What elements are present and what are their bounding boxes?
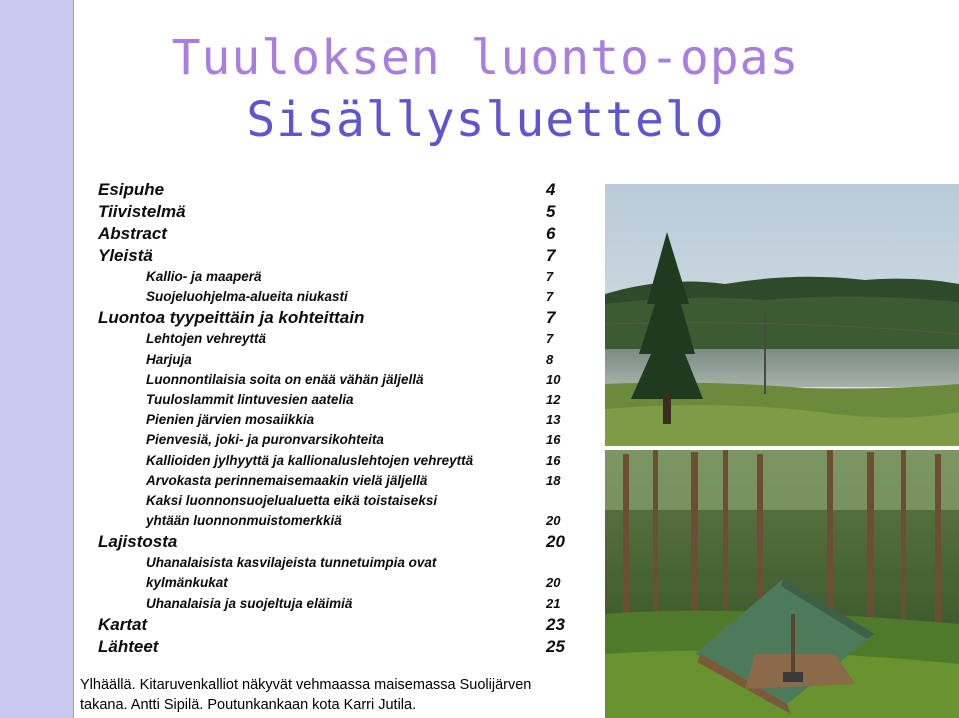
toc-entry-label: Uhanalaisia ja suojeltuja eläimiä bbox=[146, 595, 353, 611]
toc-entry bbox=[98, 410, 568, 430]
toc-entry-label: Tiivistelmä bbox=[98, 202, 186, 221]
toc-entry-page: 12 bbox=[546, 391, 561, 407]
toc-entry bbox=[98, 350, 568, 370]
toc-entry-label: Lehtojen vehreyttä bbox=[146, 331, 267, 347]
toc-entry-label: Uhanalaisista kasvilajeista tunnetuimpia ovat bbox=[146, 555, 437, 571]
toc-entry-label: Lähteet bbox=[98, 636, 159, 656]
toc-entry bbox=[98, 307, 568, 329]
toc-entry-label: Suojeluohjelma-alueita niukasti bbox=[146, 289, 348, 305]
toc-entry-label: Esipuhe bbox=[98, 180, 165, 199]
toc-entry-page: 10 bbox=[546, 371, 561, 387]
toc-entry-page: 7 bbox=[546, 269, 554, 284]
toc-entry-page: 18 bbox=[546, 472, 561, 488]
toc-entry-page: 23 bbox=[546, 614, 565, 634]
toc-entry-label: Harjuja bbox=[146, 351, 192, 367]
toc-entry-page: 21 bbox=[546, 595, 561, 611]
toc-entry bbox=[98, 245, 568, 267]
toc-entry-page: 25 bbox=[546, 636, 565, 656]
toc-entry-page: 6 bbox=[546, 224, 556, 243]
toc-entry-label: Kartat bbox=[98, 614, 148, 634]
page-subtitle: Sisällysluettelo bbox=[246, 92, 725, 148]
toc-entry bbox=[98, 471, 568, 491]
toc-entry bbox=[98, 179, 568, 201]
photo-illustration bbox=[605, 184, 959, 718]
toc-entry bbox=[98, 267, 568, 287]
toc-entry-page: 7 bbox=[546, 246, 556, 265]
toc-entry-label: Luontoa tyypeittäin ja kohteittain bbox=[98, 308, 365, 328]
toc-entry bbox=[98, 223, 568, 245]
toc-entry-page: 8 bbox=[546, 351, 554, 367]
toc-entry-label: Abstract bbox=[98, 224, 167, 243]
toc-entry-page: 5 bbox=[546, 202, 556, 221]
toc-entry bbox=[98, 491, 568, 511]
toc-entry-label: Pienvesiä, joki- ja puronvarsikohteita bbox=[146, 432, 384, 448]
caption-line-1: Ylhäällä. Kitaruvenkalliot näkyvät vehmaassa maisemassa Suolijärven bbox=[80, 677, 532, 693]
toc-entry bbox=[98, 636, 568, 658]
toc-entry bbox=[98, 511, 568, 531]
caption-line-2: takana. Antti Sipilä. Poutunkankaan kota Karri Jutila. bbox=[80, 697, 417, 713]
toc-entry-label: Kaksi luonnonsuojelualuetta eikä toistaiseksi bbox=[146, 492, 438, 508]
toc-entry-label: Kallio- ja maaperä bbox=[146, 269, 262, 284]
toc-entry-page: 13 bbox=[546, 412, 561, 428]
toc-entry bbox=[98, 201, 568, 223]
toc-entry-page: 4 bbox=[546, 180, 556, 199]
toc-entry bbox=[98, 553, 568, 573]
toc-entry-label: Luonnontilaisia soita on enää vähän jäljellä bbox=[146, 371, 424, 387]
toc-entry bbox=[98, 614, 568, 636]
toc-entry-label: Tuuloslammit lintuvesien aatelia bbox=[146, 391, 354, 407]
toc-entry bbox=[98, 287, 568, 307]
toc-entry bbox=[98, 573, 568, 593]
toc-entry-page: 20 bbox=[546, 513, 561, 529]
toc-entry bbox=[98, 430, 568, 450]
toc-entry bbox=[98, 531, 568, 553]
toc-entry-page: 20 bbox=[546, 532, 565, 552]
toc-entry bbox=[98, 451, 568, 471]
toc-entry-page: 16 bbox=[546, 432, 561, 448]
toc-entry-page: 7 bbox=[546, 308, 556, 328]
toc-entry-label: Pienien järvien mosaiikkia bbox=[146, 412, 315, 428]
toc-entry-page: 16 bbox=[546, 452, 561, 468]
page-title: Tuuloksen luonto-opas bbox=[171, 30, 800, 86]
toc-entry-label: yhtään luonnonmuistomerkkiä bbox=[146, 513, 342, 529]
toc-entry bbox=[98, 390, 568, 410]
landscape-photo bbox=[605, 184, 959, 718]
toc-entry-page: 7 bbox=[546, 289, 554, 305]
toc-entry-label: Arvokasta perinnemaisemaakin vielä jäljellä bbox=[146, 472, 428, 488]
toc-entry-page: 7 bbox=[546, 331, 554, 347]
toc-entry bbox=[98, 370, 568, 390]
toc-entry-label: kylmänkukat bbox=[146, 575, 228, 591]
toc-entry-label: Yleistä bbox=[98, 246, 153, 265]
toc-entry-page: 20 bbox=[546, 575, 561, 591]
toc-entry-label: Kallioiden jylhyyttä ja kallionaluslehtojen vehreyttä bbox=[146, 452, 474, 468]
toc-entry bbox=[98, 594, 568, 614]
table-of-contents bbox=[98, 179, 568, 658]
toc-entry-label: Lajistosta bbox=[98, 532, 178, 552]
toc-entry bbox=[98, 329, 568, 349]
photo-caption bbox=[80, 675, 600, 715]
